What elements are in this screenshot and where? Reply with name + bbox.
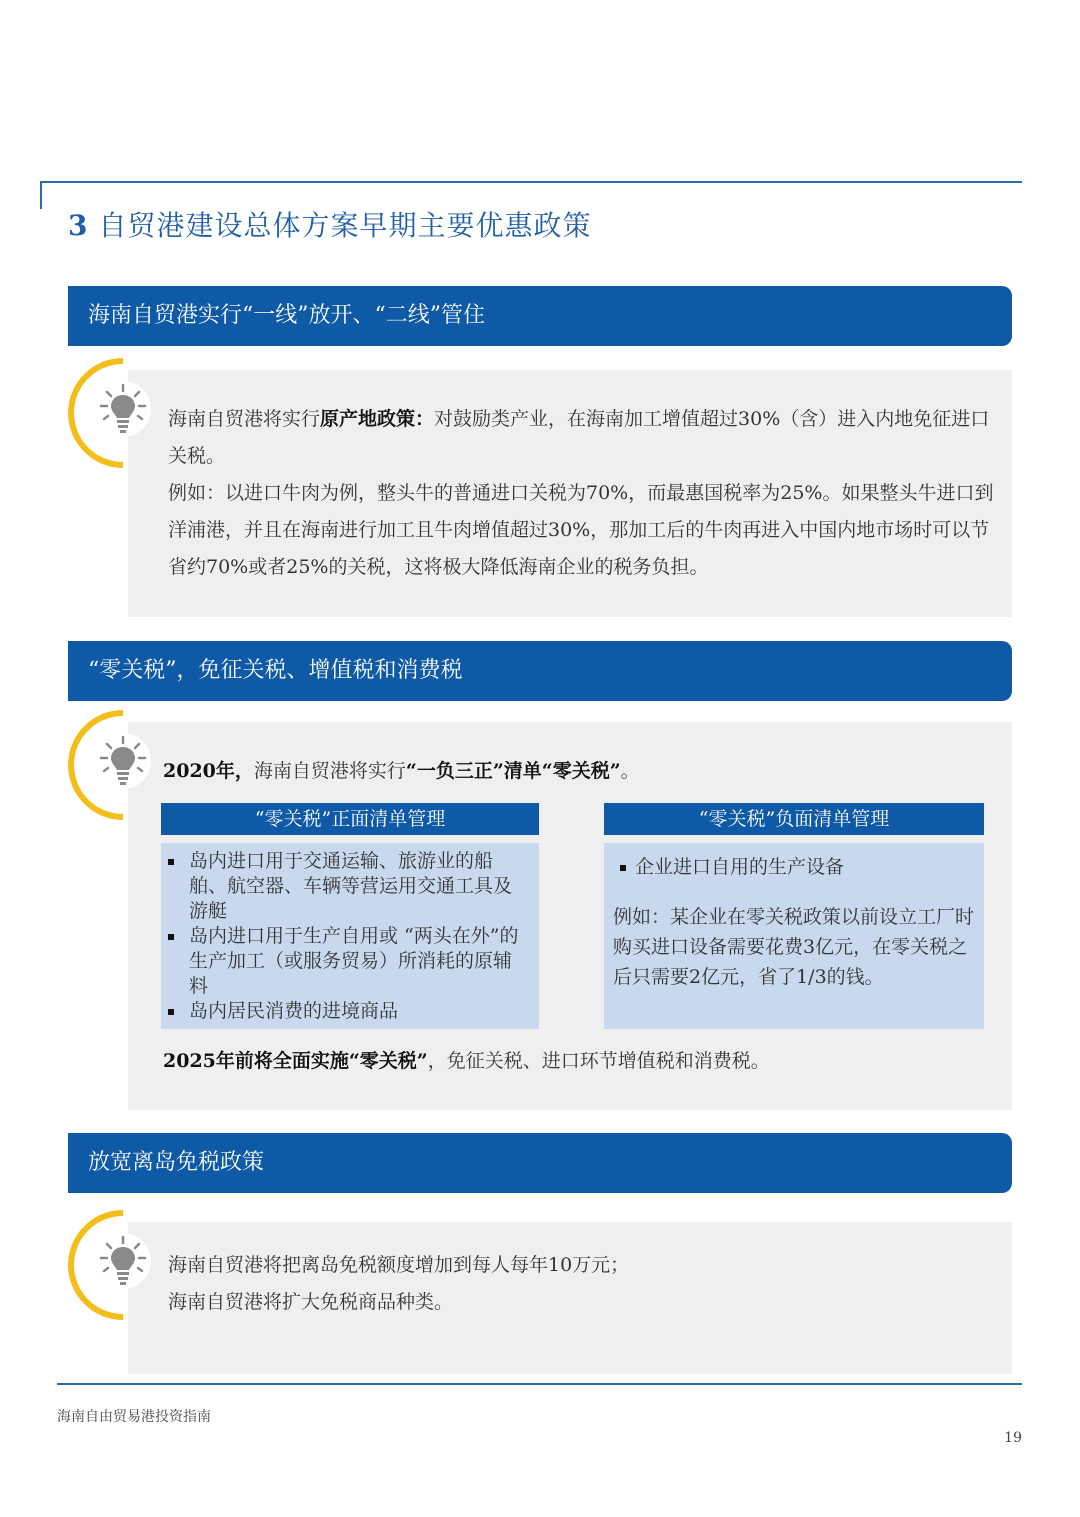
top-rule-tick bbox=[40, 181, 42, 209]
list-item: 岛内进口用于生产自用或 “两头在外”的生产加工（或服务贸易）所消耗的原辅料 bbox=[161, 924, 525, 999]
section-header-3: 放宽离岛免税政策 bbox=[68, 1133, 1012, 1193]
origin-policy-paragraph: 海南自贸港将实行原产地政策：对鼓励类产业，在海南加工增值超过30%（含）进入内地免征进口关税。 bbox=[168, 408, 990, 467]
list-item: 企业进口自用的生产设备 bbox=[613, 855, 974, 880]
lightbulb-icon bbox=[95, 1233, 151, 1289]
duty-free-categories-line: 海南自贸港将扩大免税商品种类。 bbox=[168, 1291, 454, 1313]
positive-list-box bbox=[161, 843, 539, 1029]
duty-free-quota-line: 海南自贸港将把离岛免税额度增加到每人每年10万元； bbox=[168, 1254, 630, 1276]
negative-list-box bbox=[604, 843, 984, 1029]
page-number: 19 bbox=[1004, 1430, 1022, 1446]
footer-rule bbox=[57, 1383, 1022, 1385]
page-title bbox=[68, 204, 592, 244]
zero-tariff-intro: 2020年，海南自贸港将实行“一负三正”清单“零关税”。 bbox=[163, 760, 640, 782]
negative-list-header: “零关税”负面清单管理 bbox=[604, 803, 984, 835]
lightbulb-icon bbox=[95, 733, 151, 789]
section-number: 3 bbox=[68, 209, 89, 242]
section-header-1: 海南自贸港实行“一线”放开、“二线”管住 bbox=[68, 286, 1012, 346]
section-1-text bbox=[168, 401, 1002, 586]
zero-tariff-outro: 2025年前将全面实施“零关税”，免征关税、进口环节增值税和消费税。 bbox=[163, 1050, 770, 1072]
section-3-text bbox=[168, 1247, 1002, 1321]
list-item: 岛内进口用于交通运输、旅游业的船舶、航空器、车辆等营运用交通工具及游艇 bbox=[161, 849, 525, 924]
page-title-text: 自贸港建设总体方案早期主要优惠政策 bbox=[98, 209, 592, 242]
top-rule bbox=[40, 181, 1022, 183]
lightbulb-icon bbox=[95, 381, 151, 437]
beef-example-paragraph: 例如：以进口牛肉为例，整头牛的普通进口关税为70%，而最惠国税率为25%。如果整头牛进口到洋浦港，并且在海南进行加工且牛肉增值超过30%，那加工后的牛肉再进入中国内地市场时可以节省约70%或者25%的关税，这将极大降低海南企业的税务负担。 bbox=[168, 482, 994, 578]
section-header-2: “零关税”，免征关税、增值税和消费税 bbox=[68, 641, 1012, 701]
footer-title: 海南自由贸易港投资指南 bbox=[57, 1409, 211, 1425]
positive-list-header: “零关税”正面清单管理 bbox=[161, 803, 539, 835]
equipment-example: 例如：某企业在零关税政策以前设立工厂时购买进口设备需要花费3亿元，在零关税之后只需要2亿元，省了1/3的钱。 bbox=[613, 906, 975, 988]
list-item: 岛内居民消费的进境商品 bbox=[161, 999, 525, 1024]
